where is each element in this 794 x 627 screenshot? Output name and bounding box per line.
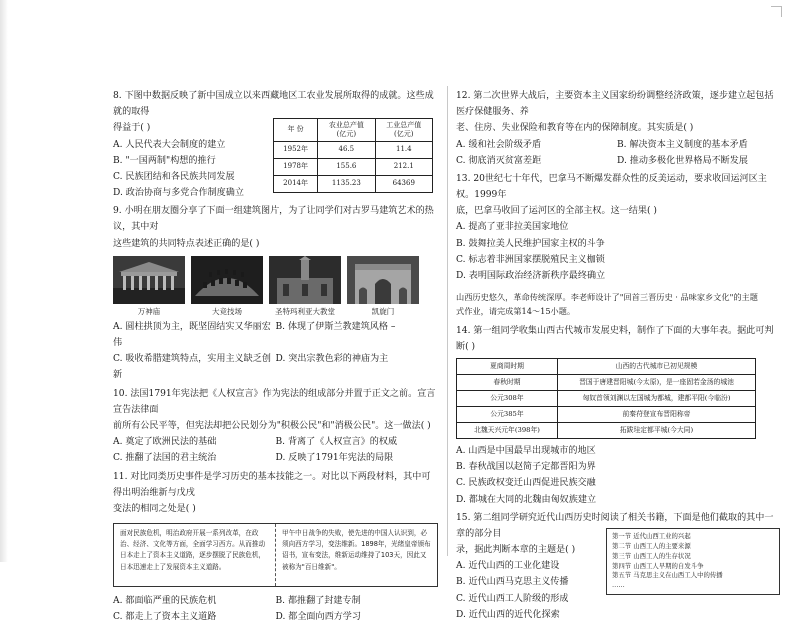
q15-option-c[interactable]: C. 近代山西工人阶级的形成 bbox=[456, 593, 569, 604]
q10-stem-line1: 10. 法国1791年宪法把《人权宣言》作为宪法的组成部分并置于正文之前。宣言宣告法律面 bbox=[113, 388, 436, 415]
question-8 bbox=[113, 88, 438, 201]
q8-option-b[interactable]: B. "一国两制"构想的推行 bbox=[113, 155, 216, 166]
table-cell: 夏商周时期 bbox=[457, 359, 558, 375]
triumphal-arch-photo bbox=[347, 256, 419, 304]
q13-option-a[interactable]: A. 提高了亚非拉美国家地位 bbox=[456, 222, 569, 233]
q14-option-d[interactable]: D. 都城在大同的北魏由匈奴族建立 bbox=[456, 494, 597, 505]
table-cell: 拓跋珪定都平城(今大同) bbox=[558, 423, 756, 439]
q13-option-d[interactable]: D. 表明国际政治经济新秩序最终确立 bbox=[456, 270, 606, 281]
intro-line1: 山西历史悠久，革命传统深厚。李老师设计了"回首三晋历史 · 品味家乡文化"的主题 bbox=[456, 292, 758, 303]
table-cell: 北魏天兴元年(398年) bbox=[457, 423, 558, 439]
q8-data-table bbox=[273, 118, 433, 193]
table-cell: 11.4 bbox=[375, 141, 432, 158]
toc-item: 第五节 马克思主义在山西工人中的传播 bbox=[612, 571, 723, 580]
table-cell: 1135.23 bbox=[318, 175, 375, 192]
q9-options-row-1 bbox=[113, 319, 438, 351]
table-cell: 匈奴首领刘渊以左国城为都城，建都平阳(今临汾) bbox=[558, 391, 756, 407]
q8-option-d[interactable]: D. 政治协商与多党合作制度确立 bbox=[113, 188, 244, 199]
caption-colosseum: 大竞技场 bbox=[212, 306, 242, 316]
question-14 bbox=[456, 323, 778, 508]
q14-stem: 14. 第一组同学收集山西古代城市发展史料，制作了下面的大事年表。据此可判断( ) bbox=[456, 325, 774, 352]
q9-captions bbox=[113, 306, 438, 317]
q9-stem-line1: 9. 小明在朋友圈分享了下面一组建筑图片，为了让同学们对古罗马建筑艺术的热议，其中对 bbox=[113, 206, 434, 233]
question-10 bbox=[113, 386, 438, 467]
question-11 bbox=[113, 469, 438, 626]
table-cell: 46.5 bbox=[318, 141, 375, 158]
q13-stem-line2: 底，巴拿马收回了运河区的全部主权。这一结果( ) bbox=[456, 206, 657, 217]
intro-line2: 式作业，请完成第14～15小题。 bbox=[456, 306, 576, 317]
q8-option-c[interactable]: C. 民族团结和各民族共同发展 bbox=[113, 171, 235, 182]
table-cell: 公元308年 bbox=[457, 391, 558, 407]
table-row bbox=[457, 423, 756, 439]
toc-item: 第三节 山西工人的生存状况 bbox=[612, 551, 691, 560]
q14-option-b[interactable]: B. 春秋战国以赵简子定都晋阳为界 bbox=[456, 462, 596, 473]
q9-options-row-2 bbox=[113, 351, 438, 383]
table-row bbox=[274, 158, 433, 175]
q10-stem-line2: 前所有公民平等，但宪法却把公民划分为"积极公民"和"消极公民"。这一做法( ) bbox=[113, 421, 431, 431]
q11-options-row-2 bbox=[113, 609, 438, 625]
q14-option-c[interactable]: C. 民族政权变迁山西促进民族交融 bbox=[456, 478, 596, 489]
q9-option-a[interactable]: A. 圆柱拱顶为主，既坚固结实又华丽宏伟 bbox=[113, 321, 271, 349]
q8-stem-line1: 8. 下图中数据反映了新中国成立以来西藏地区工农业发展所取得的成就。这些成就的取得 bbox=[113, 91, 434, 118]
q8-stem-line2: 得益于( ) bbox=[113, 123, 151, 134]
q9-option-b[interactable]: B. 体现了伊斯兰教建筑风格 – bbox=[275, 321, 396, 332]
q10-option-c[interactable]: C. 推翻了法国的君主统治 bbox=[113, 453, 217, 464]
q9-photo-strip bbox=[113, 256, 438, 304]
q11-option-c[interactable]: C. 都走上了资本主义道路 bbox=[113, 612, 217, 623]
table-cell: 212.1 bbox=[375, 158, 432, 175]
crop-mark bbox=[771, 6, 782, 17]
q13-option-b[interactable]: B. 鼓舞拉美人民维护国家主权的斗争 bbox=[456, 238, 605, 249]
q11-stem-line2: 变法的相同之处是( ) bbox=[113, 503, 196, 514]
table-row bbox=[457, 407, 756, 423]
toc-item: 第二节 山西工人的主要来源 bbox=[612, 541, 691, 550]
q15-stem-line2: 录，据此判断本章的主题是( ) bbox=[456, 545, 576, 556]
toc-item: 第一节 近代山西工业的兴起 bbox=[612, 531, 691, 540]
q12-stem-line2: 老、住房、失业保险和教育等在内的保障制度。其实质是( ) bbox=[456, 123, 694, 134]
table-row bbox=[274, 175, 433, 192]
table-cell: 晋国于唐建晋阳城(今太原)，是一座固若金汤的城池 bbox=[558, 375, 756, 391]
pantheon-photo bbox=[113, 256, 185, 304]
q14-timeline-table bbox=[456, 358, 756, 439]
left-column bbox=[113, 88, 438, 627]
q10-options-row-1 bbox=[113, 434, 438, 450]
table-row bbox=[457, 359, 756, 375]
q11-material-a: 面对民族危机，明治政府开展一系列改革，在政治、经济、文化等方面，全面学习西方。从而推动日本走上了资本主义道路，逐步摆脱了民族危机，日本迅速走上了发展资本主义道路。 bbox=[120, 529, 266, 571]
table-cell: 1952年 bbox=[274, 141, 318, 158]
q13-stem-line1: 13. 20世纪七十年代，巴拿马不断爆发群众性的反美运动，要求收回运河区主权。1999年 bbox=[456, 173, 767, 201]
table-cell: 64369 bbox=[375, 175, 432, 192]
q11-stem-line1: 11. 对比同类历史事件是学习历史的基本技能之一。对比以下两段材料，其中可得出明治维新与戊戌 bbox=[113, 471, 431, 498]
caption-arch: 凯旋门 bbox=[371, 306, 395, 316]
q12-option-d[interactable]: D. 推动多极化世界格局不断发展 bbox=[617, 155, 748, 166]
question-15 bbox=[456, 510, 778, 623]
q11-material-b: 甲午中日战争的失败，使先进的中国人认识到，必须向西方学习，变法维新。1898年，光绪皇帝颁布诏书，宣布变法，维新运动维持了103天，因此又被称为"百日维新"。 bbox=[275, 524, 437, 586]
q11-options-row-1 bbox=[113, 593, 438, 609]
question-9 bbox=[113, 203, 438, 383]
caption-pantheon: 万神庙 bbox=[137, 306, 161, 316]
q9-option-c[interactable]: C. 吸收希腊建筑特点，实用主义缺乏创新 bbox=[113, 354, 271, 381]
cathedral-photo bbox=[269, 256, 341, 304]
toc-item: 第四节 山西工人早期的自发斗争 bbox=[612, 561, 704, 570]
q12-options-row-1 bbox=[456, 137, 778, 153]
q11-option-b[interactable]: B. 都推翻了封建专制 bbox=[275, 596, 361, 607]
table-cell: 1978年 bbox=[274, 158, 318, 175]
q15-option-d[interactable]: D. 近代山西的近代化探索 bbox=[456, 609, 560, 620]
table-cell: 春秋时期 bbox=[457, 375, 558, 391]
table-row bbox=[457, 391, 756, 407]
q10-option-a[interactable]: A. 奠定了欧洲民法的基础 bbox=[113, 437, 217, 448]
question-12 bbox=[456, 88, 778, 169]
column-divider bbox=[447, 86, 448, 556]
q9-option-d[interactable]: D. 突出宗教色彩的神庙为主 bbox=[275, 354, 389, 365]
q10-options-row-2 bbox=[113, 450, 438, 466]
q11-option-a[interactable]: A. 都面临严重的民族危机 bbox=[113, 596, 217, 607]
scan-edge-shadow bbox=[0, 0, 8, 562]
q8-header-ind: 工业总产值 (亿元) bbox=[375, 119, 432, 142]
table-cell: 前秦苻登宣布晋阳称帝 bbox=[558, 407, 756, 423]
q12-option-a[interactable]: A. 缓和社会阶级矛盾 bbox=[456, 139, 542, 150]
q12-stem-line1: 12. 第二次世界大战后，主要资本主义国家纷纷调整经济政策，逐步建立起包括医疗保健服务、养 bbox=[456, 91, 774, 118]
q15-option-a[interactable]: A. 近代山西的工业化建设 bbox=[456, 561, 560, 572]
q12-options-row-2 bbox=[456, 153, 778, 169]
q15-option-b[interactable]: B. 近代山西马克思主义传播 bbox=[456, 577, 569, 588]
q11-option-d[interactable]: D. 都全面向西方学习 bbox=[275, 612, 361, 623]
question-13 bbox=[456, 171, 778, 284]
q10-option-b[interactable]: B. 背离了《人权宣言》的权威 bbox=[275, 437, 398, 448]
table-cell: 2014年 bbox=[274, 175, 318, 192]
q12-option-c[interactable]: C. 彻底消灭贫富差距 bbox=[456, 155, 542, 166]
q13-option-c[interactable]: C. 标志着非洲国家摆脱殖民主义枷锁 bbox=[456, 254, 605, 265]
q15-stem-line1: 15. 第二组同学研究近代山西历史时阅读了相关书籍，下面是他们截取的其中一章的部分目 bbox=[456, 512, 774, 539]
q9-stem-line2: 这些建筑的共同特点表述正确的是( ) bbox=[113, 238, 260, 249]
q14-option-a[interactable]: A. 山西是中国最早出现城市的地区 bbox=[456, 446, 596, 457]
table-row bbox=[457, 375, 756, 391]
q8-header-agri: 农业总产值 (亿元) bbox=[318, 119, 375, 142]
caption-cathedral: 圣特玛利亚大教堂 bbox=[275, 306, 335, 316]
table-cell: 公元385年 bbox=[457, 407, 558, 423]
q11-material-box bbox=[113, 523, 438, 587]
colosseum-photo bbox=[191, 256, 263, 304]
q12-option-b[interactable]: B. 解决资本主义制度的基本矛盾 bbox=[617, 139, 748, 150]
right-column bbox=[456, 88, 778, 625]
q8-option-a[interactable]: A. 人民代表大会制度的建立 bbox=[113, 139, 226, 150]
toc-item: …… bbox=[612, 581, 625, 590]
table-row bbox=[274, 141, 433, 158]
q8-header-year: 年 份 bbox=[274, 119, 318, 142]
table-cell: 山西的古代城市已初见规模 bbox=[558, 359, 756, 375]
section-intro bbox=[456, 290, 778, 319]
q10-option-d[interactable]: D. 反映了1791年宪法的局限 bbox=[275, 453, 394, 464]
table-cell: 155.6 bbox=[318, 158, 375, 175]
